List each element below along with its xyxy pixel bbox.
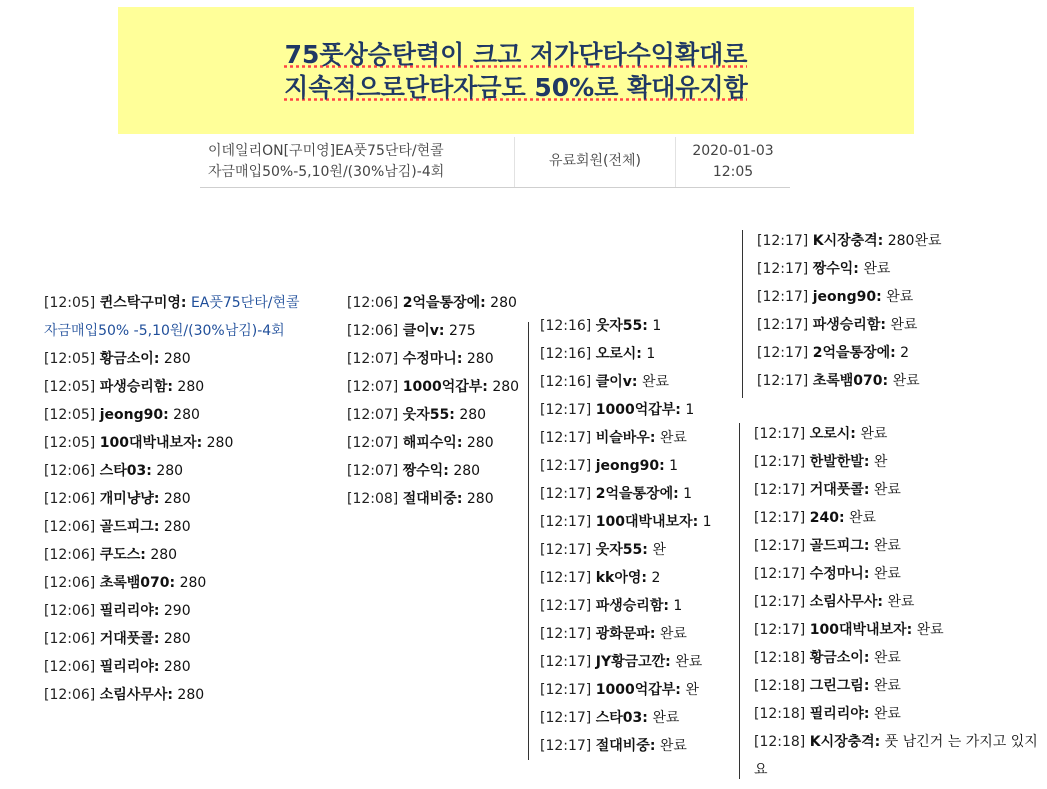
chat-nickname: 초록뱀070: (99, 575, 176, 591)
chat-message (757, 339, 942, 367)
chat-timestamp: [12:06] (44, 491, 96, 507)
chat-nickname: 비슬바우: (595, 430, 656, 446)
chat-nickname: 100대박내보자: (595, 514, 699, 530)
chat-timestamp: [12:17] (540, 738, 592, 754)
chat-nickname: 1000억갑부: (595, 682, 681, 698)
chat-timestamp: [12:16] (540, 346, 592, 362)
chat-message-text: 1 (702, 514, 712, 530)
chat-message-text: 완료 (873, 566, 901, 582)
chat-message-text: 280 (490, 295, 517, 311)
chat-column-1 (44, 289, 300, 709)
chat-timestamp: [12:05] (44, 435, 96, 451)
chat-message (754, 532, 1047, 560)
chat-message-text: 280 (466, 351, 494, 367)
chat-message (757, 283, 942, 311)
chat-message-text: 완 (652, 542, 666, 558)
chat-nickname: 스타03: (99, 463, 152, 479)
chat-nickname: 스타03: (595, 710, 648, 726)
chat-nickname: 파생승리함: (595, 598, 669, 614)
chat-message (754, 588, 1047, 616)
post-list-row[interactable] (200, 137, 790, 188)
chat-column-4 (757, 227, 942, 395)
headline-banner (118, 7, 914, 134)
chat-message-text: 280 (206, 435, 234, 451)
chat-message-text: 완료 (659, 430, 687, 446)
chat-message (44, 429, 300, 457)
chat-message-text: 280 (163, 351, 191, 367)
chat-nickname: kk아영: (595, 570, 648, 586)
chat-nickname: jeong90: (99, 407, 169, 423)
chat-nickname: 거대풋콜: (99, 631, 160, 647)
chat-timestamp: [12:17] (540, 626, 592, 642)
chat-nickname: 황금소이: (809, 650, 870, 666)
chat-message-text: 280 (453, 463, 481, 479)
chat-timestamp: [12:06] (347, 295, 399, 311)
chat-column-3 (540, 312, 712, 760)
chat-timestamp: [12:17] (757, 317, 809, 333)
column-divider-3 (739, 423, 740, 779)
chat-timestamp: [12:07] (347, 351, 399, 367)
chat-message-text: 280 (163, 519, 191, 535)
chat-timestamp: [12:17] (540, 542, 592, 558)
chat-message (44, 541, 300, 569)
chat-message (347, 289, 519, 317)
chat-message-text: 1 (652, 318, 662, 334)
chat-message-text: 완료 (863, 261, 891, 277)
chat-message (44, 457, 300, 485)
chat-nickname: 초록뱀070: (812, 373, 889, 389)
chat-nickname: 황금소이: (99, 351, 160, 367)
chat-column-2 (347, 289, 519, 513)
chat-nickname: 해피수익: (402, 435, 463, 451)
chat-message (540, 508, 712, 536)
chat-message-text: 완료 (652, 710, 680, 726)
chat-nickname: K시장충격: (809, 734, 881, 750)
chat-nickname: 필리리야: (809, 706, 870, 722)
chat-message-text: 완료 (675, 654, 703, 670)
chat-timestamp: [12:17] (540, 654, 592, 670)
post-datetime (676, 137, 790, 187)
chat-timestamp: [12:17] (754, 622, 806, 638)
post-title[interactable] (200, 137, 515, 187)
chat-message-text: 280 (177, 687, 205, 703)
chat-timestamp: [12:06] (44, 547, 96, 563)
chat-timestamp: [12:06] (347, 323, 399, 339)
chat-nickname: 절대비중: (402, 491, 463, 507)
chat-message (44, 625, 300, 653)
chat-nickname: 1000억갑부: (402, 379, 488, 395)
chat-timestamp: [12:17] (540, 710, 592, 726)
chat-message (757, 311, 942, 339)
chat-timestamp: [12:17] (754, 482, 806, 498)
chat-message (347, 345, 519, 373)
chat-timestamp: [12:17] (540, 682, 592, 698)
chat-nickname: 오로시: (809, 426, 856, 442)
chat-message-text: 280 (466, 435, 494, 451)
chat-nickname: 골드피그: (99, 519, 160, 535)
chat-timestamp: [12:07] (347, 463, 399, 479)
column-divider-2 (742, 230, 743, 398)
chat-nickname: 소림사무사: (99, 687, 173, 703)
chat-message (757, 227, 942, 255)
chat-timestamp: [12:17] (754, 454, 806, 470)
chat-message (754, 420, 1047, 448)
chat-message-text: 280 (163, 491, 191, 507)
chat-message-text: 280 (150, 547, 178, 563)
chat-nickname: 그린그림: (809, 678, 870, 694)
chat-nickname: jeong90: (595, 458, 665, 474)
chat-message (44, 569, 300, 597)
chat-message (540, 620, 712, 648)
chat-message-text: 2 (900, 345, 910, 361)
chat-message (347, 373, 519, 401)
chat-nickname: 240: (809, 510, 845, 526)
chat-timestamp: [12:06] (44, 575, 96, 591)
chat-nickname: 파생승리함: (812, 317, 886, 333)
chat-nickname: 쿠도스: (99, 547, 146, 563)
chat-message (754, 644, 1047, 672)
chat-message (540, 536, 712, 564)
chat-message (44, 373, 300, 401)
chat-timestamp: [12:17] (754, 426, 806, 442)
chat-timestamp: [12:18] (754, 734, 806, 750)
post-date: 2020-01-03 (692, 143, 774, 159)
chat-timestamp: [12:17] (757, 233, 809, 249)
chat-message (347, 485, 519, 513)
chat-nickname: 한발한발: (809, 454, 870, 470)
chat-nickname: 웃자55: (595, 542, 648, 558)
chat-nickname: 100대박내보자: (99, 435, 203, 451)
chat-message-text: 1 (683, 486, 693, 502)
chat-message (44, 653, 300, 681)
chat-nickname: 절대비중: (595, 738, 656, 754)
chat-message (540, 732, 712, 760)
chat-timestamp: [12:05] (44, 295, 96, 311)
chat-timestamp: [12:06] (44, 463, 96, 479)
chat-message-text: 275 (448, 323, 476, 339)
chat-message-text: 280 (173, 407, 200, 423)
chat-message-text: 완료 (659, 738, 687, 754)
chat-message-text: 1 (669, 458, 679, 474)
post-title-line-1: 이데일리ON[구미영]EA풋75단타/현콜 (208, 143, 444, 159)
chat-nickname: JY황금고깐: (595, 654, 671, 670)
chat-timestamp: [12:05] (44, 379, 96, 395)
chat-message-text: 280 (177, 379, 205, 395)
chat-timestamp: [12:17] (757, 373, 809, 389)
chat-message-text: 완료 (873, 678, 901, 694)
chat-timestamp: [12:17] (540, 514, 592, 530)
chat-timestamp: [12:07] (347, 379, 399, 395)
chat-timestamp: [12:06] (44, 603, 96, 619)
chat-timestamp: [12:05] (44, 407, 96, 423)
chat-message (44, 345, 300, 373)
chat-timestamp: [12:06] (44, 519, 96, 535)
chat-message (757, 255, 942, 283)
chat-nickname: 필리리야: (99, 603, 160, 619)
chat-message-text: 1 (673, 598, 683, 614)
chat-nickname: 짱수익: (812, 261, 859, 277)
chat-message-text: 1 (685, 402, 695, 418)
chat-timestamp: [12:07] (347, 407, 399, 423)
chat-nickname: 2억을통장에: (812, 345, 896, 361)
chat-timestamp: [12:17] (754, 594, 806, 610)
chat-message (540, 312, 712, 340)
chat-message (540, 676, 712, 704)
chat-message (540, 648, 712, 676)
chat-timestamp: [12:06] (44, 687, 96, 703)
post-title-line-2: 자금매입50%-5,10원/(30%남김)-4회 (208, 164, 445, 180)
chat-nickname: 오로시: (595, 346, 642, 362)
chat-message (44, 597, 300, 625)
chat-message (347, 401, 519, 429)
chat-timestamp: [12:06] (44, 631, 96, 647)
chat-timestamp: [12:17] (540, 486, 592, 502)
chat-message (44, 485, 300, 513)
chat-message-text: 완료 (659, 626, 687, 642)
chat-message-text: 완료 (916, 622, 944, 638)
chat-timestamp: [12:16] (540, 318, 592, 334)
chat-nickname: 웃자55: (402, 407, 455, 423)
chat-timestamp: [12:18] (754, 650, 806, 666)
chat-message-text: 완료 (860, 426, 888, 442)
chat-nickname: 웃자55: (595, 318, 648, 334)
chat-message-text: 280 (163, 659, 191, 675)
chat-message-text: 280 (492, 379, 520, 395)
chat-message-text: 완료 (641, 374, 670, 390)
chat-message (44, 317, 300, 345)
chat-nickname: 퀸스탁구미영: (99, 295, 187, 311)
chat-message (347, 429, 519, 457)
chat-message-text: 자금매입50% -5,10원/(30%남김)-4회 (44, 323, 285, 339)
chat-message-text: 완 (873, 454, 888, 470)
chat-message-text: 280완료 (887, 233, 942, 249)
chat-nickname: 골드피그: (809, 538, 870, 554)
chat-timestamp: [12:17] (540, 570, 592, 586)
chat-message-text: 280 (179, 575, 207, 591)
chat-nickname: 1000억갑부: (595, 402, 681, 418)
chat-timestamp: [12:05] (44, 351, 96, 367)
chat-timestamp: [12:17] (540, 598, 592, 614)
chat-timestamp: [12:08] (347, 491, 399, 507)
chat-message (754, 448, 1047, 476)
chat-message (540, 452, 712, 480)
chat-nickname: K시장충격: (812, 233, 884, 249)
chat-message (44, 289, 300, 317)
chat-message (757, 367, 942, 395)
chat-timestamp: [12:17] (540, 402, 592, 418)
chat-message (540, 564, 712, 592)
chat-nickname: 2억을통장에: (402, 295, 486, 311)
chat-message (754, 560, 1047, 588)
chat-nickname: 수정마니: (402, 351, 463, 367)
chat-timestamp: [12:17] (757, 289, 809, 305)
chat-message-text: 완료 (873, 482, 901, 498)
chat-message (347, 317, 519, 345)
chat-timestamp: [12:17] (754, 538, 806, 554)
chat-timestamp: [12:17] (757, 261, 809, 277)
chat-timestamp: [12:17] (757, 345, 809, 361)
chat-message-text: EA풋75단타/현콜 (190, 295, 300, 311)
chat-message (754, 728, 1047, 784)
chat-message-text: 2 (651, 570, 661, 586)
chat-timestamp: [12:18] (754, 706, 806, 722)
chat-nickname: jeong90: (812, 289, 882, 305)
chat-nickname: 수정마니: (809, 566, 870, 582)
chat-timestamp: [12:18] (754, 678, 806, 694)
chat-message (44, 401, 300, 429)
chat-message-text: 완료 (873, 538, 901, 554)
headline-line-1: 75풋상승탄력이 크고 저가단타수익확대로 (284, 39, 748, 69)
chat-message-text: 280 (156, 463, 184, 479)
chat-message-text: 완료 (873, 706, 901, 722)
chat-message-text: 완료 (873, 650, 901, 666)
column-divider-1 (528, 322, 529, 760)
headline-line-2: 지속적으로단타자금도 50%로 확대유지함 (284, 72, 748, 102)
chat-message (754, 672, 1047, 700)
chat-message-text: 280 (466, 491, 494, 507)
chat-nickname: 2억을통장에: (595, 486, 679, 502)
chat-nickname: 필리리야: (99, 659, 160, 675)
chat-nickname: 소림사무사: (809, 594, 883, 610)
chat-message-text: 1 (646, 346, 656, 362)
chat-message (540, 480, 712, 508)
chat-column-5 (754, 420, 1047, 784)
chat-message (754, 700, 1047, 728)
chat-timestamp: [12:17] (754, 566, 806, 582)
chat-timestamp: [12:17] (540, 430, 592, 446)
chat-nickname: 100대박내보자: (809, 622, 913, 638)
chat-timestamp: [12:06] (44, 659, 96, 675)
chat-message (754, 504, 1047, 532)
chat-nickname: 개미냥냥: (99, 491, 160, 507)
chat-message (44, 513, 300, 541)
chat-message-text: 280 (163, 631, 191, 647)
chat-message (44, 681, 300, 709)
chat-message (754, 476, 1047, 504)
chat-message (540, 424, 712, 452)
chat-message (540, 340, 712, 368)
chat-timestamp: [12:07] (347, 435, 399, 451)
chat-nickname: 짱수익: (402, 463, 449, 479)
chat-timestamp: [12:16] (540, 374, 592, 390)
chat-nickname: 광화문파: (595, 626, 656, 642)
chat-message (347, 457, 519, 485)
chat-message-text: 280 (459, 407, 487, 423)
post-member-level: 유료회원(전체) (515, 137, 676, 187)
chat-message-text: 완료 (892, 373, 920, 389)
chat-message-text: 완료 (890, 317, 918, 333)
chat-message (540, 368, 712, 396)
chat-nickname: 거대풋콜: (809, 482, 870, 498)
chat-message-text: 완료 (849, 510, 877, 526)
chat-message-text: 완료 (886, 289, 914, 305)
chat-message (754, 616, 1047, 644)
chat-message (540, 592, 712, 620)
chat-message (540, 704, 712, 732)
chat-nickname: 클이v: (595, 374, 638, 390)
chat-timestamp: [12:17] (540, 458, 592, 474)
chat-message-text: 완료 (887, 594, 915, 610)
chat-nickname: 파생승리함: (99, 379, 173, 395)
chat-message-text: 290 (163, 603, 191, 619)
chat-message-text: 완 (685, 682, 699, 698)
chat-message (540, 396, 712, 424)
chat-nickname: 클이v: (402, 323, 445, 339)
chat-message-text: 풋 남긴거 는 가지고 있지요 (754, 734, 1038, 778)
post-time: 12:05 (712, 164, 754, 180)
chat-timestamp: [12:17] (754, 510, 806, 526)
